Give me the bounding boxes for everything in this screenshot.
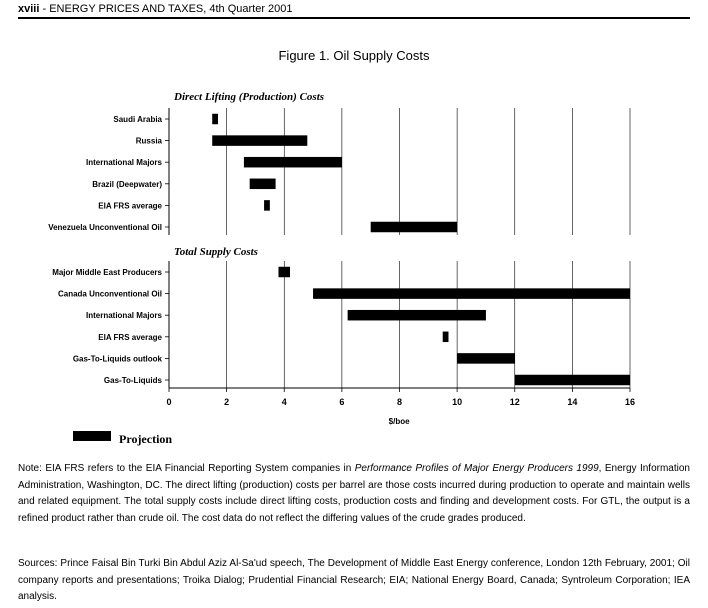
cost-range-bar xyxy=(515,375,630,386)
category-label: Gas-To-Liquids xyxy=(103,376,162,385)
section-title: Direct Lifting (Production) Costs xyxy=(174,91,325,103)
category-label: Saudi Arabia xyxy=(113,115,162,124)
category-label: International Majors xyxy=(85,158,162,168)
legend-swatch xyxy=(73,431,111,441)
x-tick-label: 10 xyxy=(452,397,463,407)
x-tick-label: 4 xyxy=(281,397,287,407)
cost-range-bar xyxy=(212,135,307,146)
legend-label: Projection xyxy=(119,432,173,446)
cost-range-bar xyxy=(212,114,218,125)
x-tick-label: 16 xyxy=(624,397,636,407)
section-title: Total Supply Costs xyxy=(174,246,258,258)
figure-sources: Sources: Prince Faisal Bin Turki Bin Abdul Aziz Al-Sa'ud speech, The Development of Middle East Energy conference, London 12th February, 2001; Oil company reports and presentations; Troika Dialog; Prudential Financial Research; EIA; National Energy Board, Canada; Syntroleum Corporation; IEA analysis. xyxy=(18,558,690,603)
category-label: Canada Unconventional Oil xyxy=(57,289,162,299)
category-label: Russia xyxy=(135,136,162,146)
page-header xyxy=(18,2,690,19)
page-number: xviii xyxy=(18,3,40,15)
cost-range-bar xyxy=(371,222,457,233)
cost-range-bar xyxy=(313,288,630,299)
cost-range-bar xyxy=(278,267,290,278)
header-separator: - xyxy=(42,3,47,15)
cost-range-bar xyxy=(348,310,486,321)
cost-range-bar xyxy=(244,157,342,168)
note-publication-title: Performance Profiles of Major Energy Producers 1999 xyxy=(354,463,599,474)
category-label: EIA FRS average xyxy=(98,332,162,342)
category-label: International Majors xyxy=(85,311,162,321)
x-axis-label: $/boe xyxy=(388,417,410,426)
cost-range-bar xyxy=(443,332,449,343)
x-tick-label: 2 xyxy=(224,397,230,407)
figure-title: Figure 1. Oil Supply Costs xyxy=(278,48,430,63)
figure-note xyxy=(18,461,690,527)
cost-range-bar xyxy=(457,353,515,364)
cost-range-bar xyxy=(264,200,270,211)
oil-supply-cost-chart xyxy=(0,80,708,455)
category-label: Brazil (Deepwater) xyxy=(92,179,162,189)
x-tick-label: 12 xyxy=(509,397,520,407)
x-tick-label: 6 xyxy=(339,397,345,407)
cost-range-bar xyxy=(250,179,276,190)
x-tick-label: 0 xyxy=(166,397,172,407)
category-label: Gas-To-Liquids outlook xyxy=(72,354,162,364)
category-label: Venezuela Unconventional Oil xyxy=(48,223,162,232)
category-label: Major Middle East Producers xyxy=(52,268,162,277)
category-label: EIA FRS average xyxy=(98,201,162,211)
note-text-end: , Energy Information Administration, Washington, DC. The direct lifting (production) costs per barrel are those costs incurred during production to operate and maintain wells and related equipment. The total supply costs include direct lifting costs, production costs and finding and development costs. For GTL, the output is a refined product rather than crude oil. The cost data do not reflect the differing values of the crude grades produced. xyxy=(18,463,690,524)
note-text-start: Note: EIA FRS refers to the EIA Financial Reporting System companies in xyxy=(18,463,355,474)
x-tick-label: 8 xyxy=(396,397,403,407)
header-title: ENERGY PRICES AND TAXES, 4th Quarter 2001 xyxy=(49,3,293,15)
x-tick-label: 14 xyxy=(567,397,578,407)
